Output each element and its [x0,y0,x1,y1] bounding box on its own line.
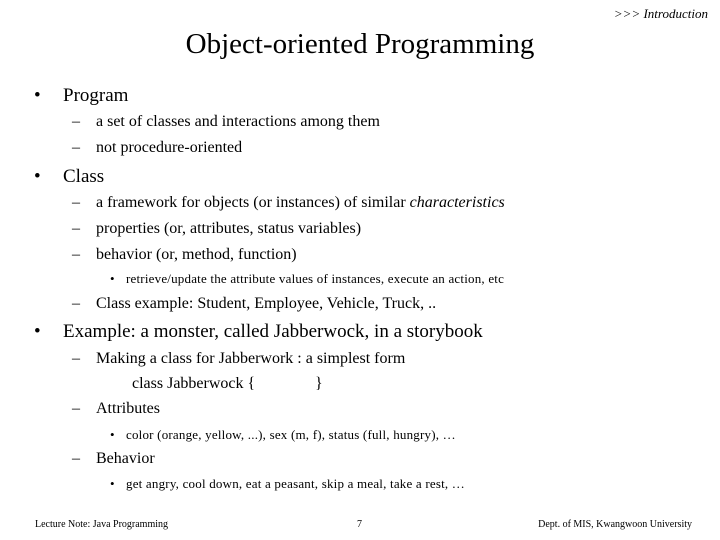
footer-department: Dept. of MIS, Kwangwoon University [538,519,692,530]
dash-marker: – [72,220,80,237]
dash-marker: – [72,139,80,156]
class-item-1-text: a framework for objects (or instances) of similar [96,194,410,211]
dash-marker: – [72,194,80,211]
bullet-marker: • [34,166,41,187]
footer-page-number: 7 [357,519,362,530]
behavior-sub-item: get angry, cool down, eat a peasant, skip a meal, take a rest, … [126,476,466,491]
class-sub-item: retrieve/update the attribute values of instances, execute an action, etc [126,271,505,286]
dash-marker: – [72,113,80,130]
class-item-3: behavior (or, method, function) [96,246,297,263]
dash-marker: – [72,350,80,367]
class-item-2: properties (or, attributes, status variables) [96,220,362,237]
section-label: >>> Introduction [613,6,708,21]
class-item-1 [96,194,505,212]
class-item-1-italic: characteristics [409,194,505,211]
sub-bullet-marker: • [110,476,115,491]
program-item-2: not procedure-oriented [96,139,243,156]
attributes-sub-item: color (orange, yellow, ...), sex (m, f), status (full, hungry), … [126,427,456,442]
dash-marker: – [72,400,80,417]
dash-marker: – [72,295,80,312]
program-item-1: a set of classes and interactions among them [96,113,380,130]
sub-bullet-marker: • [110,271,115,286]
footer-course: Lecture Note: Java Programming [35,519,169,530]
dash-marker: – [72,246,80,263]
bullet-example: Example: a monster, called Jabberwock, in a storybook [63,321,483,342]
code-class-line: class Jabberwock { [132,375,256,392]
bullet-marker: • [34,321,41,342]
example-item-1: Making a class for Jabberwork : a simplest form [96,350,406,367]
code-close-brace: } [315,375,323,392]
slide-title: Object-oriented Programming [185,28,535,60]
class-item-4: Class example: Student, Employee, Vehicle, Truck, .. [96,295,437,312]
bullet-class: Class [63,166,105,187]
sub-bullet-marker: • [110,427,115,442]
example-item-2: Attributes [96,400,160,417]
bullet-marker: • [34,85,41,106]
example-item-3: Behavior [96,450,155,467]
dash-marker: – [72,450,80,467]
bullet-program: Program [63,85,129,106]
